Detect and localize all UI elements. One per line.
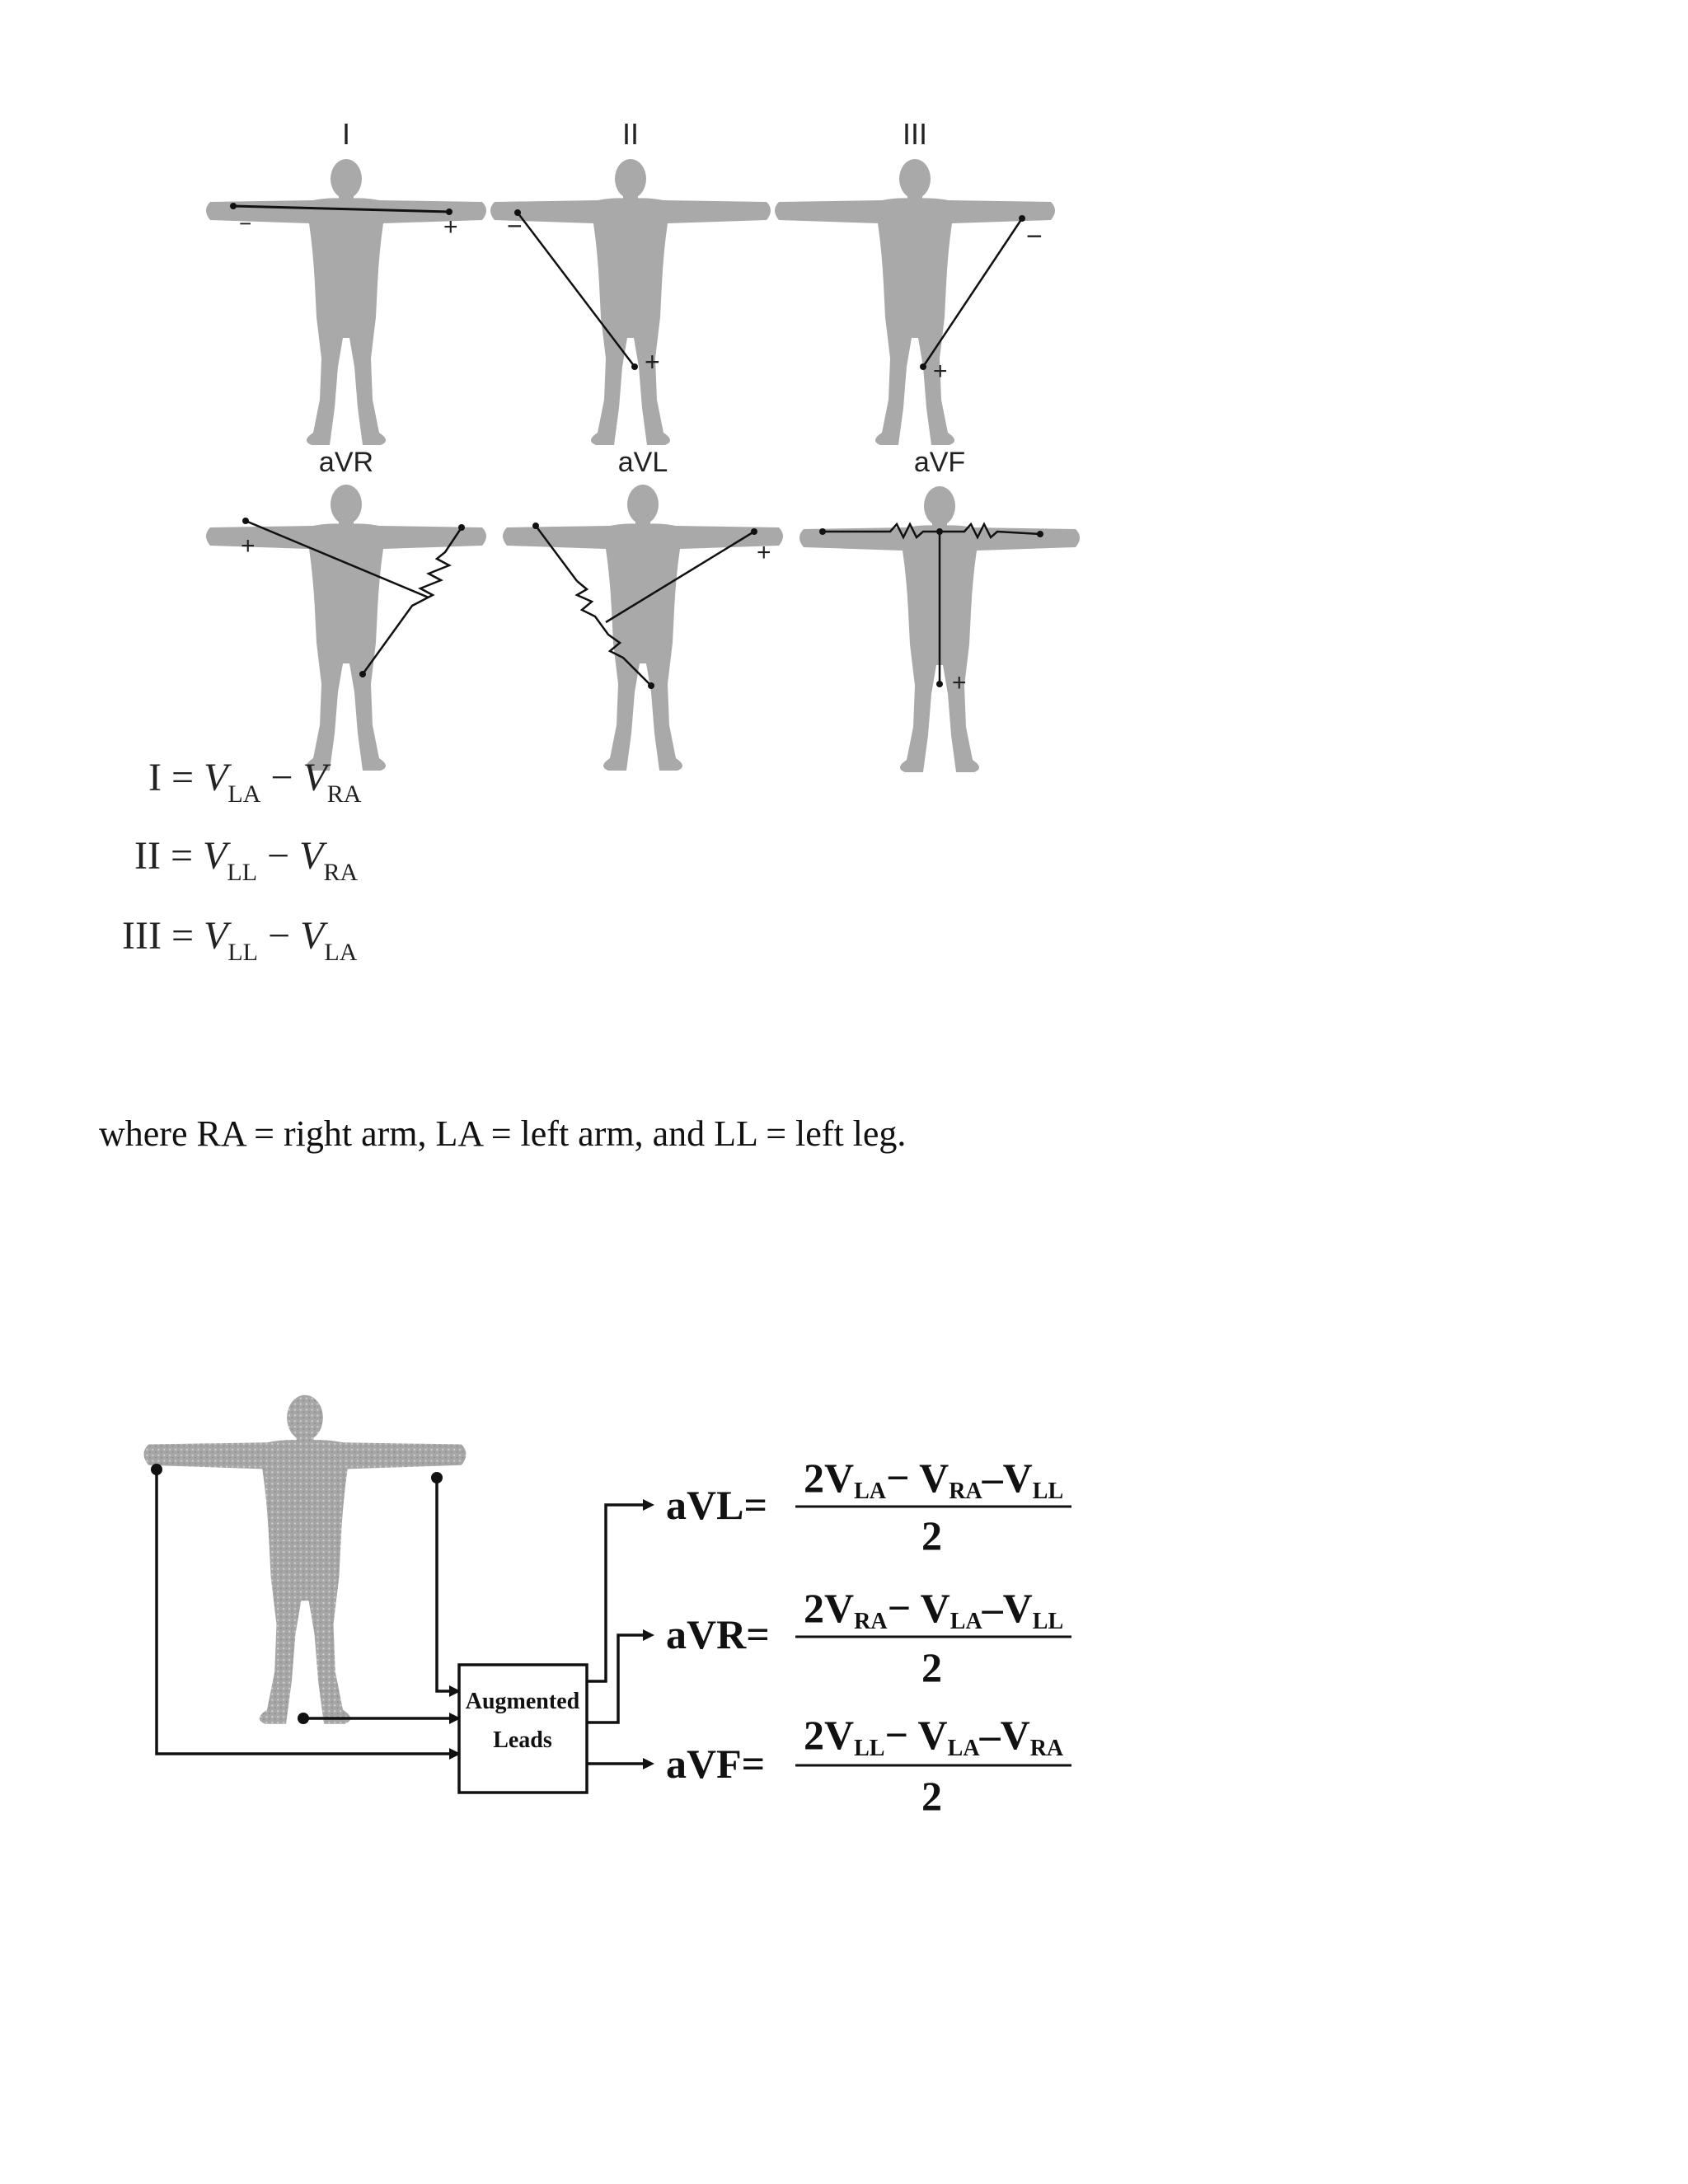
lead-II-title: II xyxy=(621,117,640,151)
lead-III-minus: − xyxy=(1026,221,1043,252)
box-label-line2: Leads xyxy=(493,1727,552,1753)
lead-I-title: I xyxy=(341,117,351,151)
lead-aVR-plus: + xyxy=(241,532,256,560)
lead-III-title: III xyxy=(902,117,928,151)
svg-text:2: 2 xyxy=(921,1644,942,1690)
svg-text:2VRA− VLA–VLL: 2VRA− VLA–VLL xyxy=(804,1585,1064,1634)
lead-aVF-title: aVF xyxy=(913,447,966,478)
svg-text:aVF=: aVF= xyxy=(666,1741,766,1787)
lead-III-figure xyxy=(775,159,1055,445)
lead-II-minus: − xyxy=(507,211,523,241)
lead-III-plus: + xyxy=(933,358,948,385)
svg-text:2VLA− VRA–VLL: 2VLA− VRA–VLL xyxy=(804,1455,1064,1504)
augmented-body-figure xyxy=(144,1395,467,1724)
lead-I-minus: − xyxy=(239,211,252,236)
equation-lead-II: II = $V_{LL} - V_{RA}$ xyxy=(134,834,359,886)
lead-II-figure xyxy=(490,159,771,445)
lead-abbreviation-caption: where RA = right arm, LA = left arm, and LL = left leg. xyxy=(99,1113,907,1154)
equation-lead-III: III = $V_{LL} - V_{LA}$ xyxy=(122,914,358,966)
formula-aVF xyxy=(666,1712,1071,1819)
lead-II-plus: + xyxy=(645,347,660,377)
equation-lead-I: $I = V_{LA} - V_{RA}$ xyxy=(148,756,362,808)
lead-aVL-title: aVL xyxy=(617,447,668,478)
lead-aVR-title: aVR xyxy=(318,447,374,478)
lead-I-figure xyxy=(206,159,486,445)
lead-aVF-figure xyxy=(799,486,1080,772)
lead-aVF-plus: + xyxy=(952,669,967,696)
svg-text:aVR=: aVR= xyxy=(666,1611,770,1657)
svg-text:2: 2 xyxy=(921,1773,942,1819)
svg-text:aVL=: aVL= xyxy=(666,1482,767,1528)
lead-aVL-plus: + xyxy=(757,539,771,566)
lead-aVL-figure xyxy=(503,485,783,771)
lead-I-plus: + xyxy=(443,213,458,241)
lead-aVR-figure xyxy=(206,485,486,771)
box-label-line1: Augmented xyxy=(465,1689,580,1714)
formula-aVL xyxy=(666,1455,1071,1558)
formula-aVR xyxy=(666,1585,1071,1690)
svg-text:2: 2 xyxy=(921,1512,942,1558)
svg-text:2VLL− VLA–VRA: 2VLL− VLA–VRA xyxy=(804,1712,1064,1761)
